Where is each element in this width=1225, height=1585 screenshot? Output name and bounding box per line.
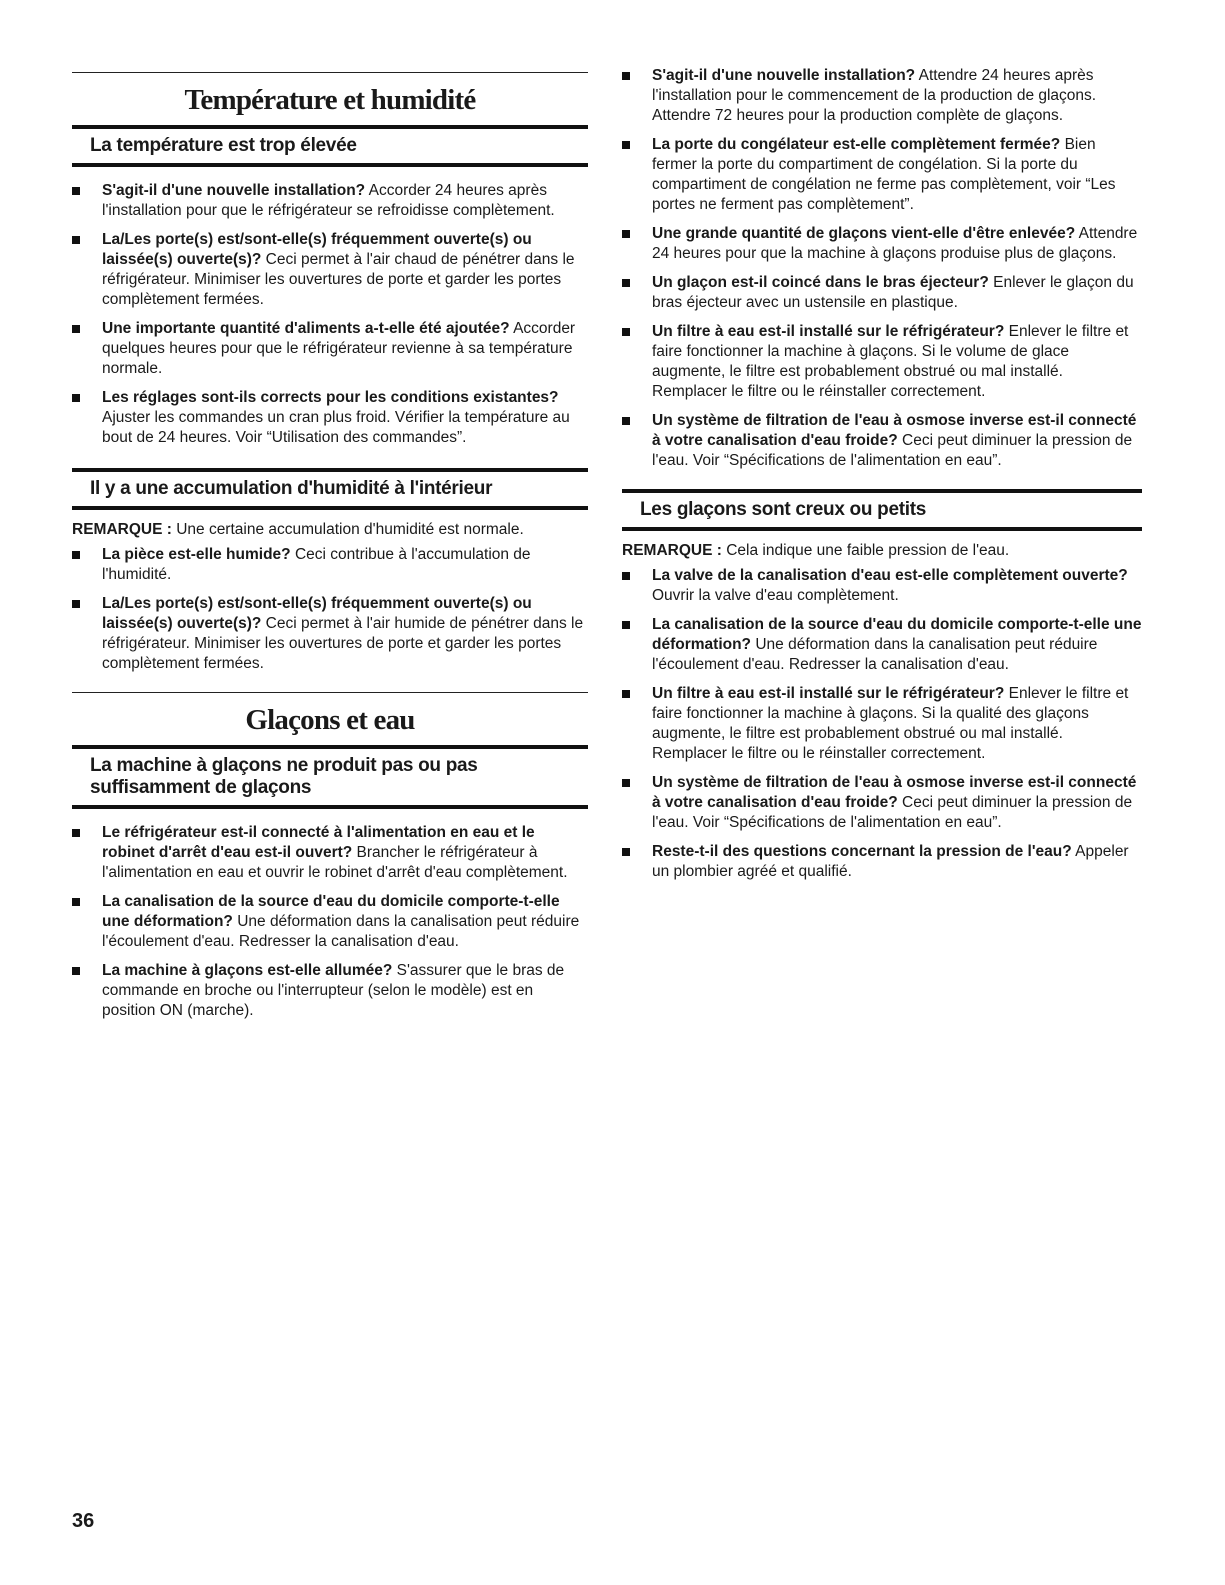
item-answer: Accorder 24 heures après l'installation pour que le réfrigérateur se refroidisse complètement. — [102, 182, 555, 219]
square-bullet-icon — [622, 141, 630, 149]
item-answer: Accorder quelques heures pour que le réfrigérateur revienne à sa température normale. — [102, 320, 576, 377]
list-item — [622, 135, 1142, 215]
item-question: Le réfrigérateur est-il connecté à l'alimentation en eau et le robinet d'arrêt d'eau est-il ouvert? — [102, 824, 535, 861]
square-bullet-icon — [72, 394, 80, 402]
list-ice-maker-continued — [622, 66, 1142, 471]
item-answer: Une déformation dans la canalisation peut réduire l'écoulement d'eau. Redresser la canalisation d'eau. — [652, 636, 1098, 673]
item-answer: S'assurer que le bras de commande en broche ou l'interrupteur (selon le modèle) est en position ON (marche). — [102, 962, 565, 1019]
list-hollow-ice — [622, 566, 1142, 882]
list-item — [72, 892, 588, 952]
item-question: S'agit-il d'une nouvelle installation? — [102, 182, 366, 199]
section-title-ice-water: Glaçons et eau — [245, 704, 415, 736]
square-bullet-icon — [622, 328, 630, 336]
square-bullet-icon — [622, 417, 630, 425]
list-item — [72, 823, 588, 883]
square-bullet-icon — [72, 829, 80, 837]
item-question: Un filtre à eau est-il installé sur le réfrigérateur? — [652, 685, 1005, 702]
list-humidity — [72, 545, 588, 674]
item-answer: Ceci peut diminuer la pression de l'eau. Voir “Spécifications de l'alimentation en eau”. — [652, 432, 1133, 469]
subsection-rule — [72, 805, 588, 809]
item-question: La valve de la canalisation d'eau est-elle complètement ouverte? — [652, 567, 1128, 584]
subsection-title-ice-maker: La machine à glaçons ne produit pas ou pas suffisamment de glaçons — [90, 755, 478, 798]
item-answer: Ceci permet à l'air chaud de pénétrer dans le réfrigérateur. Minimiser les ouvertures de porte et garder les portes complètement fermées. — [102, 251, 575, 308]
list-too-warm — [72, 181, 588, 448]
list-item — [622, 566, 1142, 606]
item-question: La machine à glaçons est-elle allumée? — [102, 962, 393, 979]
square-bullet-icon — [622, 848, 630, 856]
item-question: La/Les porte(s) est/sont-elle(s) fréquemment ouverte(s) ou laissée(s) ouverte(s)? — [102, 595, 532, 632]
item-answer: Enlever le filtre et faire fonctionner la machine à glaçons. Si le volume de glace augmente, le filtre est probablement obstrué ou mal installé. Remplacer le filtre ou le réinstaller correctement. — [652, 323, 1129, 400]
list-ice-maker — [72, 823, 588, 1021]
item-question: La pièce est-elle humide? — [102, 546, 291, 563]
square-bullet-icon — [72, 898, 80, 906]
list-item — [72, 594, 588, 674]
square-bullet-icon — [622, 572, 630, 580]
item-answer: Ceci permet à l'air humide de pénétrer dans le réfrigérateur. Minimiser les ouvertures de porte et garder les portes complètement fermées. — [102, 615, 584, 672]
list-item — [72, 388, 588, 448]
subsection-title-humidity: Il y a une accumulation d'humidité à l'intérieur — [90, 478, 493, 499]
subsection-rule — [622, 527, 1142, 531]
square-bullet-icon — [622, 690, 630, 698]
item-question: Un filtre à eau est-il installé sur le réfrigérateur? — [652, 323, 1005, 340]
item-question: Un système de filtration de l'eau à osmose inverse est-il connecté à votre canalisation d'eau froide? — [652, 412, 1137, 449]
section-rule — [72, 72, 588, 73]
list-item — [622, 684, 1142, 764]
item-answer: Ceci peut diminuer la pression de l'eau. Voir “Spécifications de l'alimentation en eau”. — [652, 794, 1133, 831]
item-answer: Ouvrir la valve d'eau complètement. — [652, 587, 899, 604]
subsection-title-hollow-ice: Les glaçons sont creux ou petits — [640, 499, 927, 520]
page-number: 36 — [72, 1510, 95, 1532]
subsection-rule — [72, 163, 588, 167]
square-bullet-icon — [72, 551, 80, 559]
item-question: Un glaçon est-il coincé dans le bras éjecteur? — [652, 274, 989, 291]
item-answer: Attendre 24 heures après l'installation pour le commencement de la production de glaçons. Attendre 72 heures pour la production complète de glaçons. — [652, 67, 1097, 124]
list-item — [622, 411, 1142, 471]
item-question: Une grande quantité de glaçons vient-elle d'être enlevée? — [652, 225, 1076, 242]
list-item — [72, 181, 588, 221]
item-question: Reste-t-il des questions concernant la pression de l'eau? — [652, 843, 1072, 860]
item-question: La porte du congélateur est-elle complètement fermée? — [652, 136, 1061, 153]
square-bullet-icon — [622, 279, 630, 287]
square-bullet-icon — [622, 230, 630, 238]
list-item — [622, 773, 1142, 833]
item-answer: Ceci contribue à l'accumulation de l'humidité. — [102, 546, 531, 583]
item-question: Une importante quantité d'aliments a-t-elle été ajoutée? — [102, 320, 510, 337]
square-bullet-icon — [72, 967, 80, 975]
note-label: REMARQUE : — [622, 542, 722, 559]
item-answer: Ajuster les commandes un cran plus froid. Vérifier la température au bout de 24 heures. Voir “Utilisation des commandes”. — [102, 409, 570, 446]
list-item — [72, 545, 588, 585]
item-question: Un système de filtration de l'eau à osmose inverse est-il connecté à votre canalisation d'eau froide? — [652, 774, 1137, 811]
section-title-temperature: Température et humidité — [184, 84, 476, 116]
subsection-title-too-warm: La température est trop élevée — [90, 135, 357, 156]
note-label: REMARQUE : — [72, 521, 172, 538]
note-water-pressure — [622, 541, 1142, 561]
item-answer: Une déformation dans la canalisation peut réduire l'écoulement d'eau. Redresser la canalisation d'eau. — [102, 913, 580, 950]
square-bullet-icon — [72, 187, 80, 195]
list-item — [622, 615, 1142, 675]
square-bullet-icon — [72, 236, 80, 244]
item-answer: Enlever le glaçon du bras éjecteur avec un ustensile en plastique. — [652, 274, 1134, 311]
list-item — [622, 66, 1142, 126]
item-question: La canalisation de la source d'eau du domicile comporte-t-elle une déformation? — [102, 893, 560, 930]
square-bullet-icon — [72, 600, 80, 608]
item-answer: Enlever le filtre et faire fonctionner la machine à glaçons. Si la qualité des glaçons augmente, le filtre est probablement obstrué ou mal installé. Remplacer le filtre ou le réinstaller correctement. — [652, 685, 1129, 762]
list-item — [622, 842, 1142, 882]
list-item — [72, 319, 588, 379]
square-bullet-icon — [72, 325, 80, 333]
item-question: La/Les porte(s) est/sont-elle(s) fréquemment ouverte(s) ou laissée(s) ouverte(s)? — [102, 231, 532, 268]
note-text: Cela indique une faible pression de l'eau. — [721, 542, 1010, 559]
list-item — [72, 230, 588, 310]
item-answer: Appeler un plombier agréé et qualifié. — [652, 843, 1129, 880]
item-answer: Brancher le réfrigérateur à l'alimentation en eau et ouvrir le robinet d'arrêt d'eau complètement. — [102, 844, 568, 881]
list-item — [622, 273, 1142, 313]
square-bullet-icon — [622, 779, 630, 787]
item-question: Les réglages sont-ils corrects pour les conditions existantes? — [102, 389, 559, 406]
square-bullet-icon — [622, 72, 630, 80]
right-column — [622, 0, 1142, 891]
list-item — [622, 322, 1142, 402]
list-item — [72, 961, 588, 1021]
subsection-rule — [72, 506, 588, 510]
section-rule — [72, 692, 588, 693]
item-answer: Bien fermer la porte du compartiment de congélation. Si la porte du compartiment de congélation ne ferme pas complètement, voir “Les portes ne ferment pas complètement”. — [652, 136, 1116, 213]
note-text: Une certaine accumulation d'humidité est normale. — [171, 521, 524, 538]
left-column — [72, 0, 588, 1030]
item-answer: Attendre 24 heures pour que la machine à glaçons produise plus de glaçons. — [652, 225, 1138, 262]
square-bullet-icon — [622, 621, 630, 629]
list-item — [622, 224, 1142, 264]
item-question: S'agit-il d'une nouvelle installation? — [652, 67, 916, 84]
item-question: La canalisation de la source d'eau du domicile comporte-t-elle une déformation? — [652, 616, 1142, 653]
note-humidity — [72, 520, 588, 540]
